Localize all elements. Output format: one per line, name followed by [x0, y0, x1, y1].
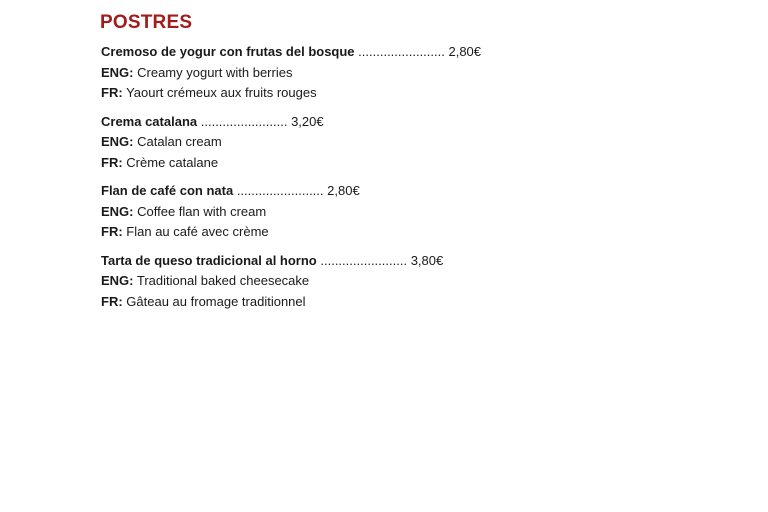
dish-price: 3,20€: [291, 113, 324, 129]
fr-label: FR:: [101, 154, 123, 170]
dish-item: [101, 112, 701, 174]
fr-text: Yaourt crémeux aux fruits rouges: [126, 85, 317, 100]
dish-name: Tarta de queso tradicional al horno: [101, 252, 317, 268]
eng-label: ENG:: [101, 203, 134, 219]
eng-label: ENG:: [101, 134, 134, 149]
fr-text: Gâteau au fromage traditionnel: [126, 293, 306, 309]
fr-label: FR:: [101, 224, 123, 239]
dot-leader: ........................: [320, 252, 408, 268]
dish-title-line: [101, 42, 701, 63]
english-translation: [101, 132, 701, 153]
eng-text: Creamy yogurt with berries: [137, 64, 293, 80]
dessert-list: [101, 42, 701, 320]
dish-item: [101, 42, 701, 104]
english-translation: [101, 63, 701, 84]
eng-label: ENG:: [101, 273, 134, 288]
dish-title-line: [101, 251, 701, 272]
french-translation: [101, 222, 701, 243]
fr-label: FR:: [101, 85, 123, 100]
section-title: POSTRES: [100, 12, 193, 33]
dish-price: 3,80€: [410, 252, 444, 268]
dish-price: 2,80€: [327, 183, 360, 198]
french-translation: [101, 83, 701, 104]
english-translation: [101, 202, 701, 223]
fr-label: FR:: [101, 293, 123, 309]
dish-name: Cremoso de yogur con frutas del bosque: [101, 44, 355, 59]
english-translation: [101, 271, 701, 292]
fr-text: Flan au café avec crème: [126, 224, 269, 239]
french-translation: [101, 153, 701, 174]
eng-text: Coffee flan with cream: [137, 203, 267, 219]
eng-text: Catalan cream: [137, 134, 222, 149]
dish-price: 2,80€: [448, 44, 482, 59]
dot-leader: ........................: [200, 113, 288, 129]
dot-leader: ........................: [358, 44, 445, 59]
eng-label: ENG:: [101, 64, 134, 80]
eng-text: Traditional baked cheesecake: [136, 273, 310, 288]
fr-text: Crème catalane: [126, 154, 219, 170]
dot-leader: ........................: [236, 183, 324, 198]
dish-item: [101, 181, 701, 243]
dish-item: [101, 251, 701, 313]
dish-name: Flan de café con nata: [101, 183, 234, 198]
dish-name: Crema catalana: [101, 113, 198, 129]
dish-title-line: [101, 181, 701, 202]
dish-title-line: [101, 112, 701, 133]
french-translation: [101, 292, 701, 313]
